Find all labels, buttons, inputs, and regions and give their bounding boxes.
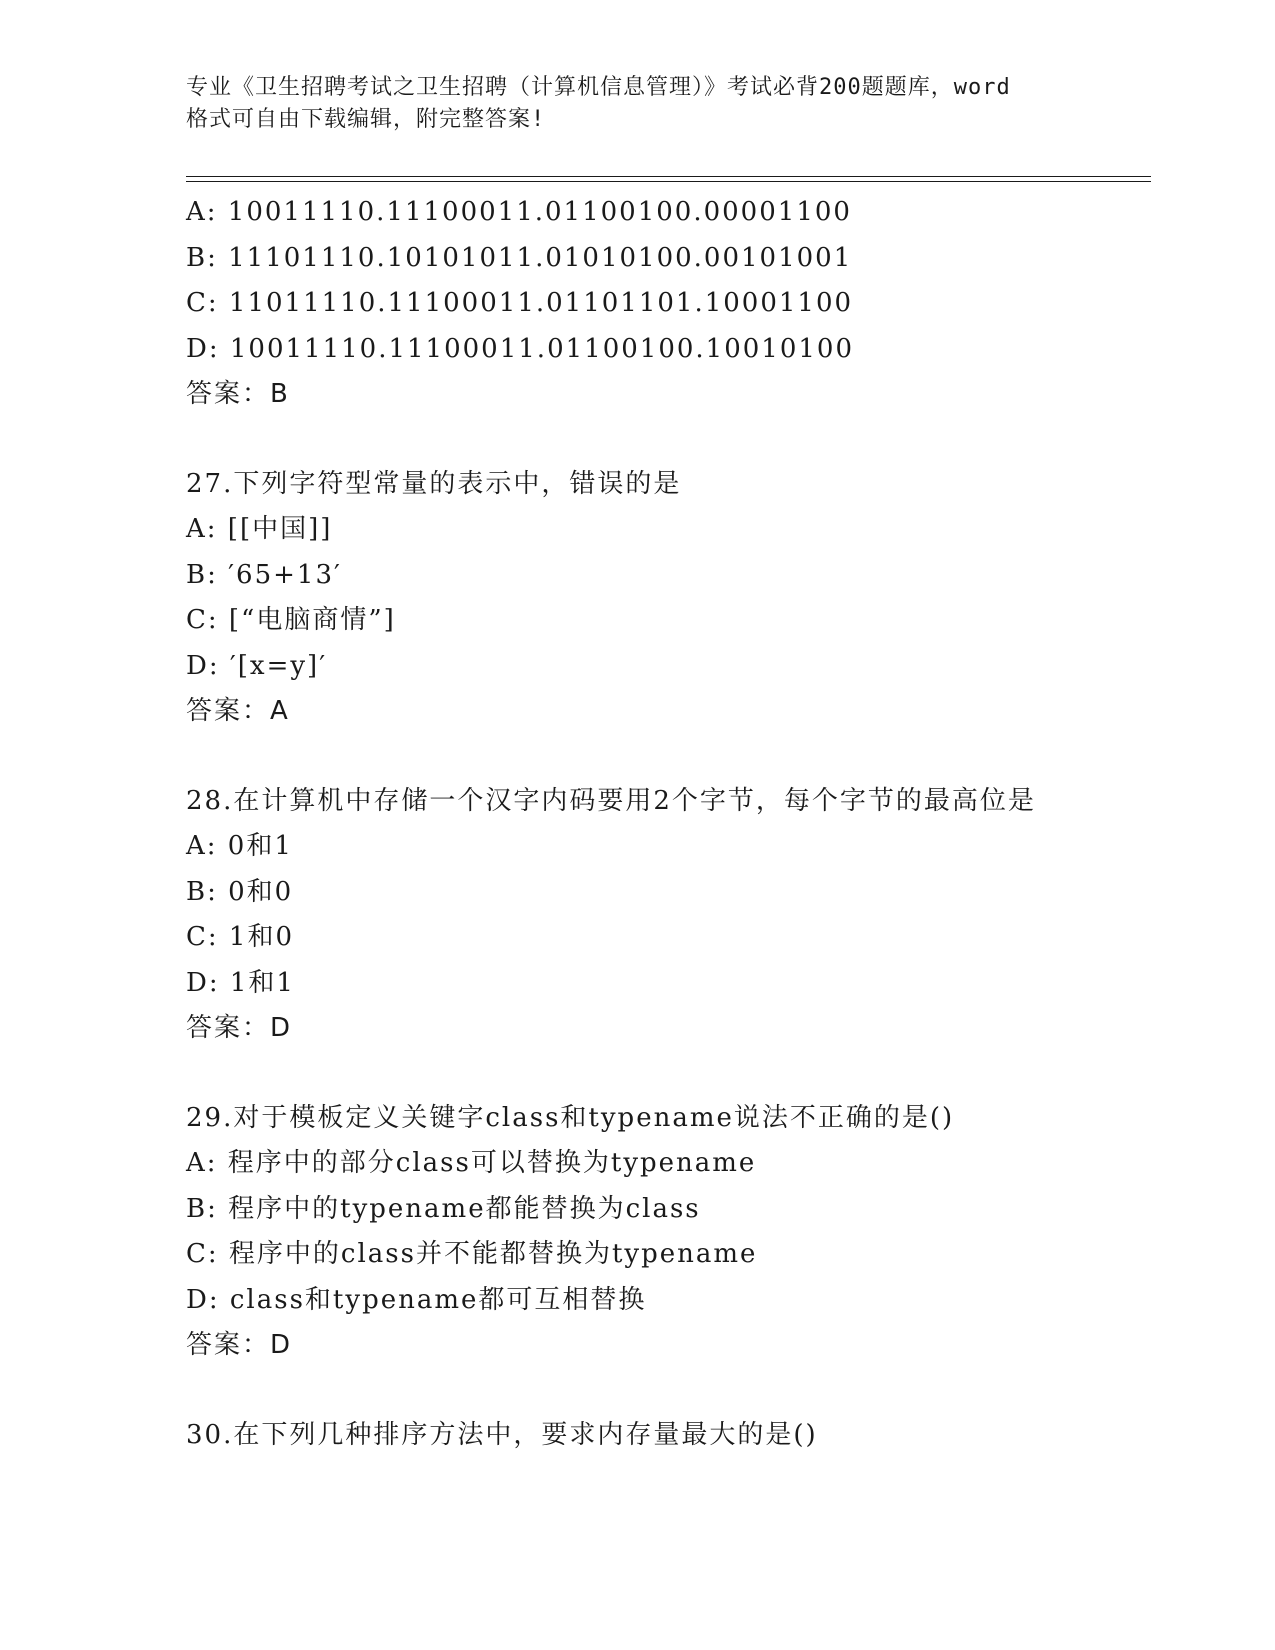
option-d: D: 1和1 <box>186 967 295 998</box>
question-27 <box>186 462 1136 735</box>
option-c: C: 程序中的class并不能都替换为typename <box>186 1239 758 1269</box>
header-divider-bottom <box>186 181 1151 182</box>
answer: 答案：A <box>186 696 290 726</box>
question-text: 29.对于模板定义关键字class和typename说法不正确的是() <box>186 1102 955 1133</box>
option-b: B: 0和0 <box>186 876 294 907</box>
option-b: B: 程序中的typename都能替换为class <box>186 1193 701 1224</box>
answer: 答案：D <box>186 1330 293 1360</box>
option-a: A: 程序中的部分class可以替换为typename <box>186 1148 757 1178</box>
option-b: B: ′65+13′ <box>186 559 342 590</box>
header-line-2: 格式可自由下载编辑，附完整答案! <box>186 107 546 132</box>
spacer <box>186 735 1136 779</box>
question-30 <box>186 1413 1136 1459</box>
answer: 答案：D <box>186 1013 293 1043</box>
question-text: 28.在计算机中存储一个汉字内码要用2个字节，每个字节的最高位是 <box>186 785 1036 816</box>
option-c: C: [“电脑商情”] <box>186 605 396 635</box>
answer: 答案：B <box>186 379 290 409</box>
option-d: D: ′[x=y]′ <box>186 650 328 681</box>
spacer <box>186 418 1136 462</box>
document-header <box>186 72 1086 136</box>
question-content <box>186 190 1136 1458</box>
question-29 <box>186 1096 1136 1369</box>
option-d: D: class和typename都可互相替换 <box>186 1284 647 1315</box>
question-text: 27.下列字符型常量的表示中，错误的是 <box>186 468 682 499</box>
option-b: B: 11101110.10101011.01010100.00101001 <box>186 242 853 273</box>
option-d: D: 10011110.11100011.01100100.10010100 <box>186 333 855 364</box>
option-a: A: 0和1 <box>186 831 293 861</box>
option-c: C: 1和0 <box>186 922 295 952</box>
question-text: 30.在下列几种排序方法中，要求内存量最大的是() <box>186 1419 818 1450</box>
question-28 <box>186 779 1136 1052</box>
spacer <box>186 1369 1136 1413</box>
option-a: A: [[中国]] <box>186 514 333 544</box>
header-divider-top <box>186 176 1151 177</box>
question-26 <box>186 190 1136 418</box>
option-c: C: 11011110.11100011.01101101.10001100 <box>186 288 854 318</box>
header-line-1: 专业《卫生招聘考试之卫生招聘（计算机信息管理）》考试必背200题题库，word <box>186 75 1011 100</box>
spacer <box>186 1052 1136 1096</box>
option-a: A: 10011110.11100011.01100100.00001100 <box>186 197 852 227</box>
